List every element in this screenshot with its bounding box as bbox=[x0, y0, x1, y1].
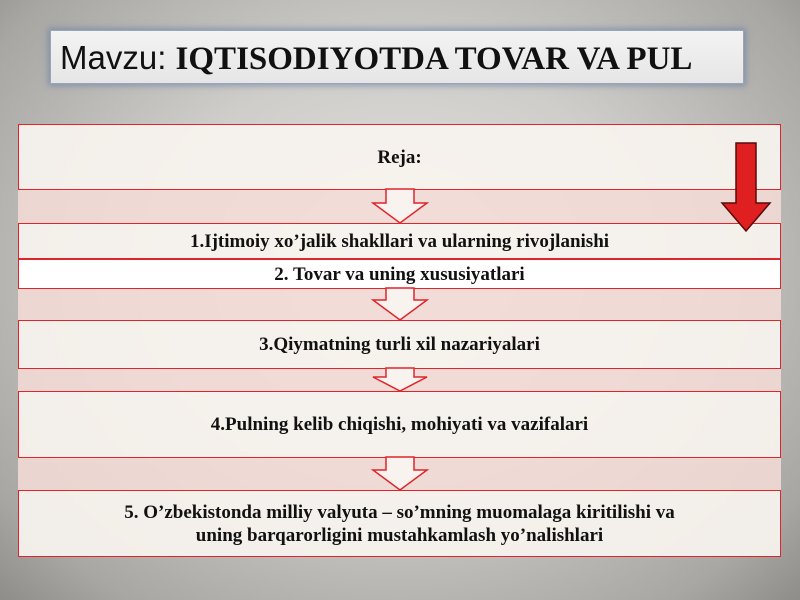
plan-item-5-label: 5. O’zbekistonda milliy valyuta – so’mning muomalaga kiritilishi va uning barqarorligini mustahkamlash yo’nalishlari bbox=[124, 501, 675, 546]
chevron-down-icon bbox=[373, 189, 427, 223]
plan-item-4-label: 4.Pulning kelib chiqishi, mohiyati va vazifalari bbox=[210, 414, 589, 435]
down-arrow-icon bbox=[722, 143, 770, 231]
plan-item-1-label: 1.Ijtimoiy xo’jalik shakllari va ularning rivojlanishi bbox=[189, 230, 610, 252]
plan-item-3-label: 3.Qiymatning turli xil nazariyalari bbox=[259, 334, 540, 355]
title-prefix: Mavzu: bbox=[60, 39, 176, 76]
title-main: IQTISODIYOTDA TOVAR VA PUL bbox=[175, 41, 693, 77]
chevron-down-icon bbox=[373, 457, 427, 490]
chevron-down-icon bbox=[373, 288, 427, 320]
chevron-down-icon bbox=[373, 368, 427, 391]
plan-item-2-label: 2. Tovar va uning xususiyatlari bbox=[274, 263, 525, 285]
reja-label: Reja: bbox=[377, 146, 422, 168]
